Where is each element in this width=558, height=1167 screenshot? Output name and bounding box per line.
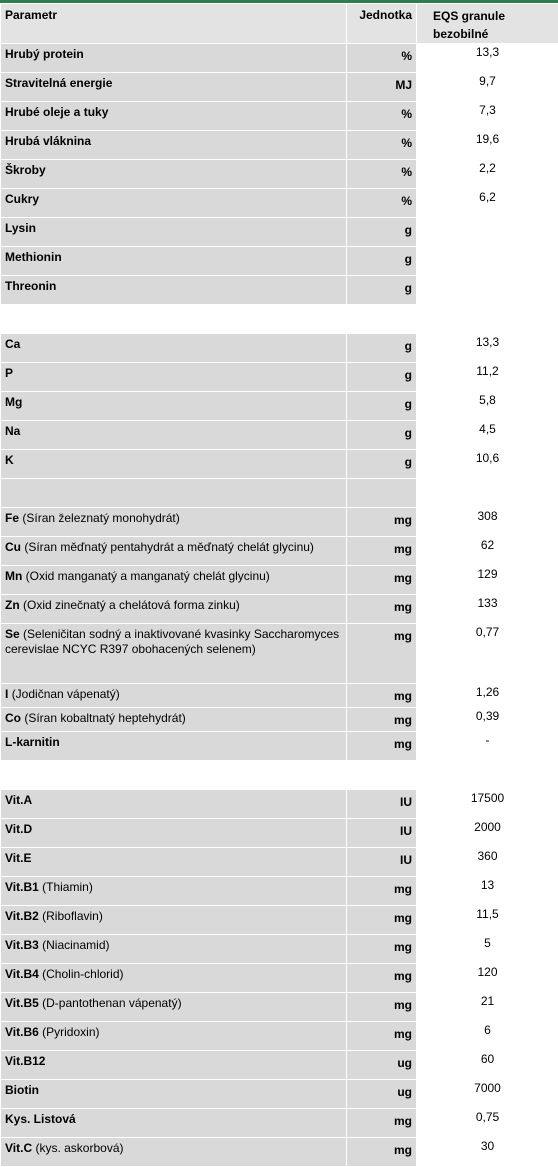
parameter-name: Vit.B1 [5, 880, 39, 894]
parameter-cell [1, 102, 347, 131]
parameter-cell [1, 508, 347, 537]
parameter-name: Cu [5, 540, 21, 554]
unit-cell: mg [347, 1138, 417, 1167]
unit-cell: mg [347, 935, 417, 964]
spacer-cell [347, 761, 417, 790]
value-cell: 0,75 [417, 1109, 558, 1138]
unit-cell: % [347, 131, 417, 160]
value-cell: 0,77 [417, 624, 558, 684]
parameter-name: Na [5, 424, 20, 438]
parameter-cell [1, 421, 347, 450]
parameter-cell [1, 1051, 347, 1080]
unit-cell: mg [347, 508, 417, 537]
parameter-name: Biotin [5, 1083, 39, 1097]
parameter-name: Vit.C [5, 1141, 32, 1155]
parameter-name: Škroby [5, 163, 46, 177]
value-cell: 2,2 [417, 160, 558, 189]
table-row [1, 392, 558, 421]
unit-cell: mg [347, 566, 417, 595]
table-row [1, 624, 558, 684]
parameter-cell [1, 1080, 347, 1109]
parameter-cell [1, 1109, 347, 1138]
parameter-description: (Oxid zinečnatý a chelátová forma zinku) [23, 598, 240, 612]
parameter-cell [1, 1022, 347, 1051]
table-row [1, 450, 558, 479]
parameter-cell [1, 595, 347, 624]
value-cell: 21 [417, 993, 558, 1022]
value-cell: 1,26 [417, 684, 558, 708]
header-value-line1: EQS granule [433, 9, 505, 23]
parameter-cell [1, 935, 347, 964]
value-cell: 308 [417, 508, 558, 537]
value-cell: 129 [417, 566, 558, 595]
spacer-cell [417, 479, 558, 508]
parameter-description: (Jodičnan vápenatý) [12, 687, 120, 701]
value-cell: 10,6 [417, 450, 558, 479]
table-row [1, 732, 558, 761]
value-cell: 7,3 [417, 102, 558, 131]
parameter-name: Vit.E [5, 851, 31, 865]
parameter-name: Zn [5, 598, 20, 612]
parameter-cell [1, 537, 347, 566]
parameter-cell [1, 964, 347, 993]
parameter-name: Vit.A [5, 793, 32, 807]
parameter-description: (Síran měďnatý pentahydrát a měďnatý chelát glycinu) [24, 540, 314, 554]
unit-cell: g [347, 421, 417, 450]
parameter-cell [1, 334, 347, 363]
value-cell: 9,7 [417, 73, 558, 102]
spacer-row [1, 305, 558, 334]
value-cell: 360 [417, 848, 558, 877]
spacer-row [1, 479, 558, 508]
parameter-description: (Síran železnatý monohydrát) [22, 511, 179, 525]
value-cell: 19,6 [417, 131, 558, 160]
parameter-description: (Niacinamid) [42, 938, 109, 952]
value-cell: 7000 [417, 1080, 558, 1109]
unit-cell: g [347, 276, 417, 305]
spacer-cell [347, 479, 417, 508]
parameter-description: (D-pantothenan vápenatý) [42, 996, 181, 1010]
parameter-cell [1, 877, 347, 906]
parameter-cell [1, 247, 347, 276]
value-cell: 5 [417, 935, 558, 964]
parameter-cell [1, 848, 347, 877]
parameter-name: Vit.B2 [5, 909, 39, 923]
value-cell: 5,8 [417, 392, 558, 421]
parameter-description: (Cholin-chlorid) [42, 967, 123, 981]
parameter-name: Vit.D [5, 822, 32, 836]
table-row [1, 131, 558, 160]
parameter-name: Hrubý protein [5, 47, 84, 61]
parameter-description: (kys. askorbová) [35, 1141, 123, 1155]
spacer-cell [417, 761, 558, 790]
parameter-name: Hrubá vláknina [5, 134, 91, 148]
parameter-cell [1, 906, 347, 935]
table-row [1, 684, 558, 708]
unit-cell: mg [347, 732, 417, 761]
unit-cell: % [347, 160, 417, 189]
table-row [1, 935, 558, 964]
value-cell: 11,5 [417, 906, 558, 935]
parameter-description: (Síran kobaltnatý heptehydrát) [24, 711, 185, 725]
unit-cell: ug [347, 1080, 417, 1109]
unit-cell: IU [347, 819, 417, 848]
table-row [1, 1080, 558, 1109]
value-cell: 13,3 [417, 44, 558, 73]
parameter-name: I [5, 687, 8, 701]
unit-cell: IU [347, 790, 417, 819]
value-cell: 11,2 [417, 363, 558, 392]
parameter-cell [1, 708, 347, 732]
parameter-name: Co [5, 711, 21, 725]
table-row [1, 189, 558, 218]
value-cell: 2000 [417, 819, 558, 848]
parameter-description: (Pyridoxin) [42, 1025, 99, 1039]
nutrition-table [0, 3, 558, 1167]
spacer-cell [1, 479, 347, 508]
parameter-name: Ca [5, 337, 20, 351]
unit-cell: g [347, 450, 417, 479]
value-cell: - [417, 732, 558, 761]
table-row [1, 363, 558, 392]
unit-cell: mg [347, 537, 417, 566]
value-cell: 0,39 [417, 708, 558, 732]
parameter-name: Vit.B6 [5, 1025, 39, 1039]
unit-cell: g [347, 334, 417, 363]
value-cell: 4,5 [417, 421, 558, 450]
parameter-name: Se [5, 627, 20, 641]
value-cell: 30 [417, 1138, 558, 1167]
parameter-name: P [5, 366, 13, 380]
table-body [1, 44, 558, 1167]
parameter-cell [1, 790, 347, 819]
unit-cell: mg [347, 964, 417, 993]
table-row [1, 848, 558, 877]
table-row [1, 1051, 558, 1080]
parameter-name: Vit.B4 [5, 967, 39, 981]
unit-cell: mg [347, 708, 417, 732]
parameter-cell [1, 276, 347, 305]
table-row [1, 276, 558, 305]
parameter-name: Fe [5, 511, 19, 525]
value-cell [417, 218, 558, 247]
table-row [1, 218, 558, 247]
parameter-name: Vit.B3 [5, 938, 39, 952]
unit-cell: mg [347, 684, 417, 708]
parameter-cell [1, 1138, 347, 1167]
value-cell: 120 [417, 964, 558, 993]
value-cell: 13,3 [417, 334, 558, 363]
table-row [1, 877, 558, 906]
table-row [1, 1022, 558, 1051]
parameter-name: Vit.B5 [5, 996, 39, 1010]
spacer-cell [1, 305, 347, 334]
parameter-name: Threonin [5, 279, 56, 293]
spacer-cell [347, 305, 417, 334]
table-row [1, 160, 558, 189]
unit-cell: mg [347, 877, 417, 906]
parameter-name: Lysin [5, 221, 36, 235]
table-row [1, 1109, 558, 1138]
parameter-name: Cukry [5, 192, 39, 206]
unit-cell: % [347, 189, 417, 218]
unit-cell: g [347, 392, 417, 421]
parameter-description: (Riboflavin) [42, 909, 103, 923]
parameter-description: (Seleničitan sodný a inaktivované kvasinky Saccharomyces cerevislae NCYC R397 obohacených selenem) [5, 627, 339, 656]
parameter-name: Mn [5, 569, 22, 583]
unit-cell: g [347, 363, 417, 392]
unit-cell: mg [347, 1022, 417, 1051]
table-row [1, 790, 558, 819]
table-row [1, 993, 558, 1022]
value-cell: 17500 [417, 790, 558, 819]
table-row [1, 1138, 558, 1167]
header-parameter: Parametr [1, 4, 347, 44]
table-row [1, 906, 558, 935]
parameter-cell [1, 363, 347, 392]
header-unit: Jednotka [347, 4, 417, 44]
table-row [1, 537, 558, 566]
value-cell: 6,2 [417, 189, 558, 218]
parameter-name: Methionin [5, 250, 62, 264]
value-cell [417, 247, 558, 276]
table-row [1, 819, 558, 848]
spacer-row [1, 761, 558, 790]
value-cell: 62 [417, 537, 558, 566]
table-row [1, 566, 558, 595]
value-cell [417, 276, 558, 305]
parameter-cell [1, 732, 347, 761]
parameter-cell [1, 624, 347, 684]
parameter-cell [1, 73, 347, 102]
unit-cell: MJ [347, 73, 417, 102]
unit-cell: ug [347, 1051, 417, 1080]
table-row [1, 508, 558, 537]
parameter-name: K [5, 453, 14, 467]
unit-cell: IU [347, 848, 417, 877]
unit-cell: g [347, 218, 417, 247]
table-row [1, 73, 558, 102]
parameter-cell [1, 819, 347, 848]
unit-cell: mg [347, 906, 417, 935]
header-value [417, 4, 558, 44]
parameter-cell [1, 160, 347, 189]
parameter-description: (Oxid manganatý a manganatý chelát glycinu) [26, 569, 270, 583]
unit-cell: mg [347, 595, 417, 624]
unit-cell: % [347, 102, 417, 131]
unit-cell: mg [347, 993, 417, 1022]
value-cell: 133 [417, 595, 558, 624]
parameter-name: Hrubé oleje a tuky [5, 105, 108, 119]
parameter-description: (Thiamin) [42, 880, 93, 894]
table-row [1, 595, 558, 624]
value-cell: 60 [417, 1051, 558, 1080]
parameter-cell [1, 566, 347, 595]
parameter-cell [1, 131, 347, 160]
parameter-name: L-karnitin [5, 735, 60, 749]
table-row [1, 44, 558, 73]
parameter-cell [1, 993, 347, 1022]
table-row [1, 247, 558, 276]
table-row [1, 708, 558, 732]
parameter-name: Kys. Listová [5, 1112, 76, 1126]
parameter-name: Vit.B12 [5, 1054, 45, 1068]
table-row [1, 334, 558, 363]
spacer-cell [417, 305, 558, 334]
unit-cell: g [347, 247, 417, 276]
parameter-name: Stravitelná energie [5, 76, 112, 90]
value-cell: 13 [417, 877, 558, 906]
parameter-name: Mg [5, 395, 22, 409]
header-value-line2: bezobilné [433, 27, 488, 41]
table-header-row [1, 4, 558, 44]
parameter-cell [1, 44, 347, 73]
unit-cell: % [347, 44, 417, 73]
unit-cell: mg [347, 624, 417, 684]
unit-cell: mg [347, 1109, 417, 1138]
parameter-cell [1, 392, 347, 421]
parameter-cell [1, 450, 347, 479]
parameter-cell [1, 218, 347, 247]
table-row [1, 421, 558, 450]
table-row [1, 964, 558, 993]
spacer-cell [1, 761, 347, 790]
table-row [1, 102, 558, 131]
value-cell: 6 [417, 1022, 558, 1051]
parameter-cell [1, 189, 347, 218]
parameter-cell [1, 684, 347, 708]
